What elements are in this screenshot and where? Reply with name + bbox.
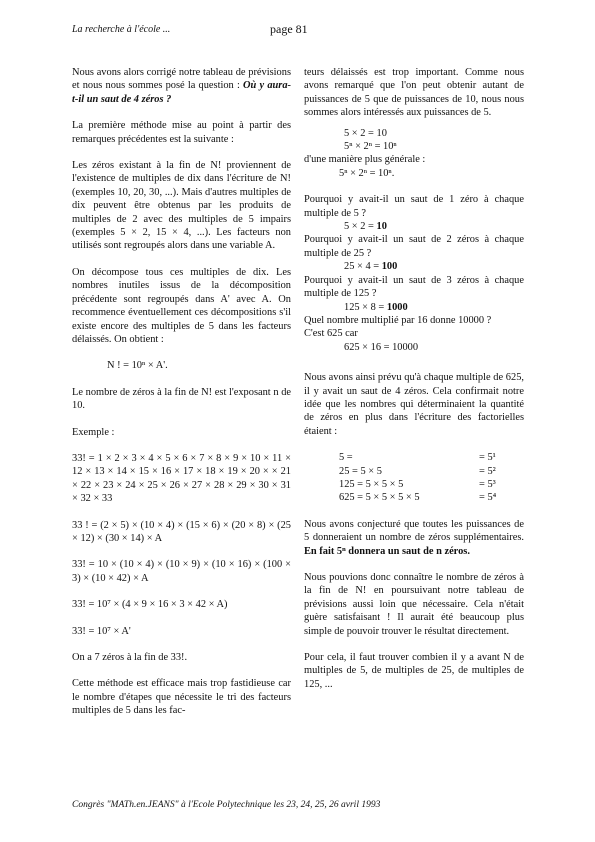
paragraph-text: Nous avons conjecturé que toutes les puissances de 5 donneraient un nombre de zéros supplémentaires. [304,518,524,544]
running-header: La recherche à l'école ... [72,24,171,35]
paragraph-powers-of-five: teurs délaissés est trop important. Comme nous avons remarqué que l'on peut obtenir autant de puissances de 5 que de puissances de 10, nous nous sommes alors intéressés aux puissances de 5. [304,67,524,119]
answer-result: 100 [381,261,398,273]
left-column [72,66,291,718]
paragraph-prediction: Nous avons ainsi prévu qu'à chaque multiple de 625, il y avait un saut de 4 zéros. Cela confirmait notre idée que les nombres qui déterminaient la quantité de zéros en plus dans l'écriture des factorielles étaient : [304,372,524,437]
table-row [339,491,496,504]
equation-5n-2n: 5ⁿ × 2ⁿ = 10ⁿ [344,141,397,153]
equation-general-label: d'une manière plus générale : [304,154,426,166]
answer-expression: 25 × 4 = [344,261,382,273]
table-row [339,451,496,464]
power-result: = 5³ [479,478,496,490]
power-result: = 5² [479,465,496,477]
paragraph-seven-zeros: On a 7 zéros à la fin de 33!. [72,652,188,663]
question-1-zero: Pourquoi y avait-il un saut de 1 zéro à chaque multiple de 5 ? [304,194,524,219]
example-line-1: 33! = 1 × 2 × 3 × 4 × 5 × 6 × 7 × 8 × 9 × 10 × 11 × 12 × 13 × 14 × 15 × 16 × 17 × 18 × 19 × 20 × × 21 × 22 × 23 × 24 × 25 × 26 × 27 × 28 × 29 × 30 × 31 × 32 × 33 [72,452,291,505]
table-row [339,478,496,491]
answer-2-zeros [304,260,524,273]
power-expression: 5 = [339,452,353,464]
power-expression: 25 = 5 × 5 [339,465,382,477]
page-number: page 81 [270,22,308,36]
equation-general: 5ⁿ × 2ⁿ = 10ⁿ. [339,167,395,179]
table-row [339,465,496,478]
question-3-zeros: Pourquoi y avait-il un saut de 3 zéros à chaque multiple de 125 ? [304,274,524,300]
right-column [304,66,524,691]
example-label: Exemple : [72,426,115,438]
answer-625: 625 × 16 = 10000 [344,341,419,353]
conjecture-emphasis: En fait 5ⁿ donnera un saut de n zéros. [304,545,470,557]
answer-expression: 125 × 8 = [344,301,387,313]
paragraph-exponent: Le nombre de zéros à la fin de N! est l'exposant n de 10. [72,386,291,412]
paragraph-decomposition: On décompose tous ces multiples de dix. Les nombres inutiles issus de la décomposition précédente sont regroupés dans A' avec A. On recommence éventuellement ces décompositions s'il existe encore des multiples de 5 dans les facteurs délaissés. On obtient : [72,266,291,345]
answer-3-zeros [304,301,524,314]
example-line-3: 33! = 10 × (10 × 4) × (10 × 9) × (10 × 16) × (100 × 3) × (10 × 42) × A [72,559,291,584]
answer-result: 10 [376,221,387,233]
powers-of-five-table [339,451,496,505]
answer-625-intro: C'est 625 car [304,328,358,340]
paragraph-question [72,66,291,106]
power-result: = 5⁴ [479,492,497,504]
paragraph-method-critique: Cette méthode est efficace mais trop fastidieuse car le nombre d'étapes que nécessite le tri des facteurs multiples de 5 dans les fac- [72,678,291,717]
question-2-zeros: Pourquoi y avait-il un saut de 2 zéros à chaque multiple de 25 ? [304,234,524,259]
example-line-5: 33! = 10⁷ × A' [72,625,131,637]
power-result: = 5¹ [479,452,496,464]
paragraph-text: Nous avons alors corrigé notre tableau de prévisions et nous nous sommes posé la question : [72,67,291,92]
power-expression: 625 = 5 × 5 × 5 × 5 [339,492,420,504]
formula-n-factorial: N ! = 10ⁿ × A'. [107,360,168,372]
paragraph-table-extension: Nous pouvions donc connaître le nombre de zéros à la fin de N! en poursuivant notre tableau de prévisions aussi loin que nécessaire. Cela n'était guère satisfaisant ! Il aurait été beaucoup plus simple de pouvoir trouver le résultat directement. [304,572,524,637]
question-10000: Quel nombre multiplié par 16 donne 10000 ? [304,314,492,326]
answer-expression: 5 × 2 = [344,221,377,233]
paragraph-conjecture [304,518,524,558]
answer-1-zero [304,220,524,233]
paragraph-method-intro: La première méthode mise au point à partir des remarques précédentes est la suivante : [72,120,291,145]
example-line-2: 33 ! = (2 × 5) × (10 × 4) × (15 × 6) × (20 × 8) × (25 × 12) × (30 × 14) × A [72,519,291,544]
power-expression: 125 = 5 × 5 × 5 [339,478,404,490]
paragraph-count-multiples: Pour cela, il faut trouver combien il y a avant N de multiples de 5, de multiples de 25, de multiples de 125, ... [304,652,524,690]
equation-5x2: 5 × 2 = 10 [344,127,387,139]
paragraph-zeros-origin: Les zéros existant à la fin de N! proviennent de l'existence de multiples de dix dans l'écriture de N! (exemples 10, 20, 30, ...). Mais d'autres multiples de dix peuvent être obtenus par les produits de multiples de 2 avec des multiples de 5 impairs (exemples 5 × 2, 15 × 4, ...). Les facteurs non utilisés sont regroupés alors dans une variable A. [72,160,291,252]
example-line-4: 33! = 10⁷ × (4 × 9 × 16 × 3 × 42 × A) [72,599,228,611]
conference-footer: Congrès "MATh.en.JEANS" à l'Ecole Polytechnique les 23, 24, 25, 26 avril 1993 [72,800,381,810]
question-emphasis: Où y aura-t-il un saut de 4 zéros ? [72,80,291,105]
answer-result: 1000 [386,301,408,313]
